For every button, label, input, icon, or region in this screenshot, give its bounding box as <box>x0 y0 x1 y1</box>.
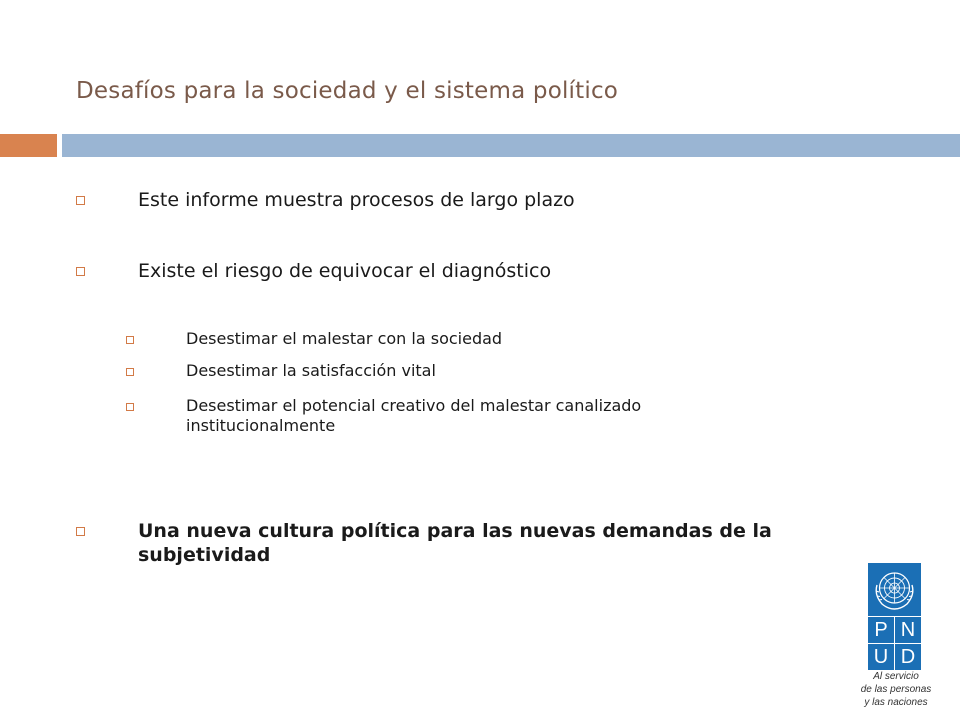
bullet-text: Una nueva cultura política para las nuevas demandas de la subjetividad <box>138 520 772 566</box>
tagline-line: y las naciones <box>864 697 928 708</box>
square-bullet-icon <box>76 527 85 536</box>
square-bullet-icon <box>76 196 85 205</box>
bullet-item <box>138 188 778 212</box>
sub-bullet-item <box>186 396 766 436</box>
bullet-item <box>138 259 778 283</box>
accent-bar-blue <box>62 134 960 157</box>
bullet-item-emphasis <box>138 519 798 567</box>
bullet-text: Este informe muestra procesos de largo plazo <box>138 189 575 211</box>
undp-tagline <box>846 670 946 709</box>
undp-logo <box>868 563 921 670</box>
square-bullet-icon <box>76 267 85 276</box>
sub-bullet-text: Desestimar la satisfacción vital <box>186 361 436 380</box>
bullet-text: Existe el riesgo de equivocar el diagnóstico <box>138 260 552 282</box>
un-emblem-icon <box>868 563 921 616</box>
tagline-line: Al servicio <box>873 671 919 682</box>
slide-title: Desafíos para la sociedad y el sistema político <box>76 78 619 104</box>
accent-bar-orange <box>0 134 57 157</box>
sub-bullet-item <box>186 361 766 381</box>
sub-bullet-text: Desestimar el malestar con la sociedad <box>186 329 503 348</box>
logo-letter: P <box>868 617 894 643</box>
logo-letter: N <box>895 617 921 643</box>
pnud-letters <box>868 617 921 670</box>
square-bullet-icon <box>126 336 134 344</box>
square-bullet-icon <box>126 403 134 411</box>
logo-letter: U <box>868 644 894 670</box>
sub-bullet-item <box>186 329 766 349</box>
logo-letter: D <box>895 644 921 670</box>
sub-bullet-text: Desestimar el potencial creativo del malestar canalizado institucionalmente <box>186 396 642 435</box>
square-bullet-icon <box>126 368 134 376</box>
tagline-line: de las personas <box>860 684 932 695</box>
